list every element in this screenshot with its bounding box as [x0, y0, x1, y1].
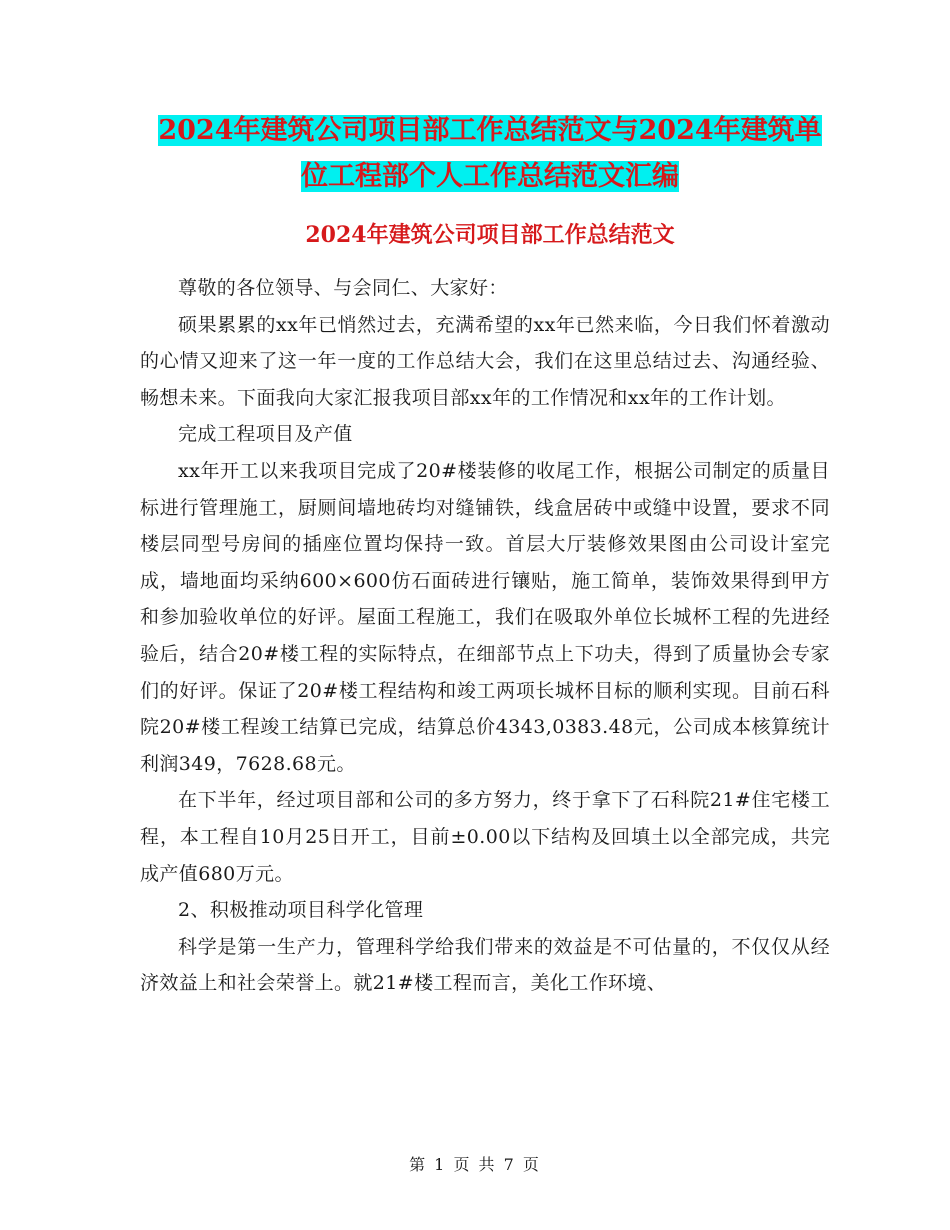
paragraph-heading-projects: 完成工程项目及产值 — [178, 423, 353, 446]
paragraph-heading-management: 2、积极推动项目科学化管理 — [178, 899, 424, 922]
paragraph-intro: 硕果累累的xx年已悄然过去，充满希望的xx年已然来临，今日我们怀着激动的心情又迎来了这一年一度的工作总结大会，我们在这里总结过去、沟通经验、畅想未来。下面我向大家汇报我项目部xx年的工作情况和xx年的工作计划。 — [140, 313, 830, 409]
paragraph-management: 科学是第一生产力，管理科学给我们带来的效益是不可估量的，不仅仅从经济效益上和社会荣誉上。就21#楼工程而言，美化工作环境、 — [140, 935, 830, 995]
paragraph-second-half: 在下半年，经过项目部和公司的多方努力，终于拿下了石科院21#住宅楼工程，本工程自10月25日开工，目前±0.00以下结构及回填土以全部完成，共完成产值680万元。 — [140, 789, 830, 885]
paragraph-projects: xx年开工以来我项目完成了20#楼装修的收尾工作，根据公司制定的质量目标进行管理施工，厨厕间墙地砖均对缝铺铁，线盒居砖中或缝中设置，要求不同楼层同型号房间的插座位置均保持一致。首层大厅装修效果图由公司设计室完成，墙地面均采纳600×600仿石面砖进行镶贴，施工简单，装饰效果得到甲方和参加验收单位的好评。屋面工程施工，我们在吸取外单位长城杯工程的先进经验后，结合20#楼工程的实际特点，在细部节点上下功夫，得到了质量协会专家们的好评。保证了20#楼工程结构和竣工两项长城杯目标的顺利实现。目前石科院20#楼工程竣工结算已完成，结算总价4343,0383.48元，公司成本核算统计利润349，7628.68元。 — [140, 459, 830, 775]
document-title-line1: 2024年建筑公司项目部工作总结范文与2024年建筑单 — [158, 115, 822, 146]
page-footer: 第 1 页 共 7 页 — [409, 1155, 541, 1174]
paragraph-greeting: 尊敬的各位领导、与会同仁、大家好： — [178, 277, 508, 299]
document-title-line2: 位工程部个人工作总结范文汇编 — [301, 161, 679, 192]
section-title: 2024年建筑公司项目部工作总结范文 — [305, 222, 675, 248]
document-title — [140, 108, 840, 200]
document-body — [140, 270, 830, 1002]
